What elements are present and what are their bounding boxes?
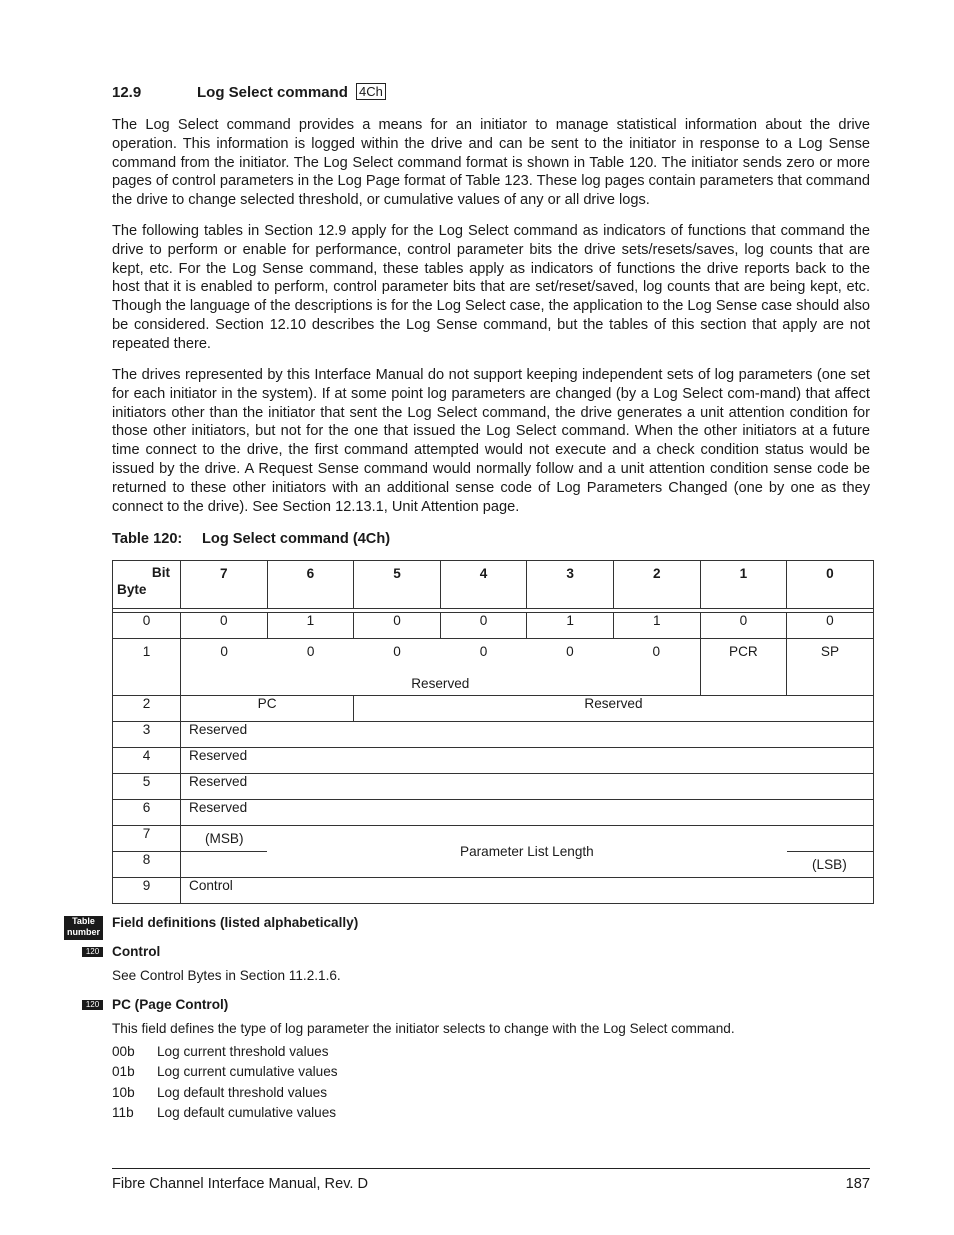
bit-value: 0 [181,613,268,639]
section-heading [112,84,386,101]
badge-line-1: Table [72,916,95,926]
list-item [112,1062,338,1082]
reserved-field: Reserved [181,722,874,748]
sp-field: SP [787,639,874,696]
paragraph-intro: The Log Select command provides a means for an initiator to manage statistical information about the drive operation. This information is logged within the drive and can be sent to the initiator in response to a Log Sense command from the initiator. The Log Select command format is shown in Table 120. The initiator sends zero or more pages of control parameters in the Log Page format of Table 123. These log pages contain parameters that command the drive to change selected threshold, or cumulative values of any or all drive logs. [112,117,870,209]
bit-value: 1 [527,613,614,639]
footer-manual-title: Fibre Channel Interface Manual, Rev. D [112,1176,369,1192]
table-row [113,748,874,774]
page-number: 187 [845,1176,870,1192]
list-item [112,1103,338,1123]
field-definitions-title: Field definitions (listed alphabetically) [112,915,359,930]
lsb-marker: (LSB) [812,857,847,872]
table-row [113,722,874,748]
section-number: 12.9 [112,84,142,101]
table-number: Table 120: [112,531,183,547]
bit-6-header: 6 [267,561,354,609]
reserved-field: Reserved [181,774,874,800]
bit-3-header: 3 [527,561,614,609]
command-format-table [112,560,874,904]
byte-number: 1 [113,639,181,696]
bit-2-header: 2 [613,561,700,609]
reserved-field: Reserved [181,800,874,826]
byte-label: Byte [117,582,147,597]
parameter-list-length-label: Parameter List Length [460,844,594,859]
reserved-bits-field [181,639,701,696]
paragraph-tables-scope: The following tables in Section 12.9 apply for the Log Select command as indicators of functions that command the drive to perform or enable for performance, control parameter bits the drive sets/resets/saves, log counts that are kept, etc. For the Log Sense command, these tables apply as indicators of functions the drive reports back to the host that it is enabled to perform, control parameter bits that are set/reset/saved, log counts that are being kept, etc. Though the language of the descriptions is for the Log Select case, the application to the Log Sense case should also be considered. Section 12.10 describes the Log Sense command, but the tables of this section that apply are not repeated there. [112,223,870,352]
byte-number: 5 [113,774,181,800]
bit-value: 0 [354,613,441,639]
pc-field-description: This field defines the type of log parameter the initiator selects to change with the Log Select command. [112,1021,735,1036]
pc-description: Log current cumulative values [157,1064,338,1080]
table-row [113,696,874,722]
bit-1-header: 1 [700,561,787,609]
bit-value: 1 [613,613,700,639]
table-row [113,774,874,800]
pc-description: Log default threshold values [157,1084,328,1100]
bit-7-header: 7 [181,561,268,609]
bit-value: 0 [220,644,228,659]
pc-code: 11b [112,1105,134,1121]
byte-number: 2 [113,696,181,722]
byte-number: 8 [113,852,181,878]
byte-number: 0 [113,613,181,639]
table-ref-badge: 120 [82,947,103,957]
control-field-description: See Control Bytes in Section 11.2.1.6. [112,968,341,983]
parameter-list-length-field [181,826,874,878]
bit-value: 0 [566,644,574,659]
list-item [112,1042,338,1062]
pc-field: PC [181,696,354,722]
bit-0-header: 0 [787,561,874,609]
bit-label: Bit [151,565,170,580]
footer-divider [112,1168,870,1169]
table-row [113,800,874,826]
list-item [112,1083,338,1103]
bit-value: 0 [393,644,401,659]
bit-5-header: 5 [354,561,441,609]
bit-value: 1 [267,613,354,639]
table-header-row [113,561,874,609]
pc-values-list [112,1042,338,1124]
byte-number: 6 [113,800,181,826]
bit-value: 0 [440,613,527,639]
bit-value: 0 [700,613,787,639]
msb-marker: (MSB) [205,831,244,846]
lsb-divider [787,851,873,852]
byte-number: 4 [113,748,181,774]
pc-code: 10b [112,1084,135,1100]
bit-value: 0 [306,644,315,659]
section-title: Log Select command [197,84,348,101]
table-title: Log Select command (4Ch) [202,531,391,547]
table-row [113,878,874,904]
bit-4-header: 4 [440,561,527,609]
table-row [113,826,874,852]
reserved-field: Reserved [181,748,874,774]
byte-number: 9 [113,878,181,904]
pc-description: Log default cumulative values [157,1105,337,1121]
opcode-box: 4Ch [356,83,386,100]
pc-code: 00b [112,1044,135,1059]
control-field: Control [181,878,874,904]
byte-number: 3 [113,722,181,748]
control-field-title: Control [112,944,161,959]
pcr-field: PCR [700,639,787,696]
bit-value: 0 [652,644,661,659]
pc-field-title: PC (Page Control) [112,997,229,1012]
badge-line-2: number [66,927,100,937]
table-caption [112,531,390,547]
table-row [113,639,874,696]
bit-byte-header [113,561,181,609]
reserved-field: Reserved [354,696,874,722]
reserved-label: Reserved [411,676,470,691]
table-number-badge [64,916,103,940]
bit-value: 0 [787,613,874,639]
paragraph-unit-attention: The drives represented by this Interface Manual do not support keeping independent sets of log parameters (one set for each initiator in the system). If at some point log parameters are changed (by a Log Select com-mand) that affect initiators other than the initiator that sent the Log Select command, the drive generates a unit attention condition for those other initiators, but not for the one that issued the Log Select command. When the other initiators at a future time connect to the drive, the first command attempted would not execute and a check condition status would be issued by the drive. A Request Sense command would normally follow and a unit attention condition sense code be returned to these other initiators with an additional sense code of Log Parameters Changed (one by one as they connect to the drive). See Section 12.13.1, Unit Attention page. [112,367,870,515]
bit-value: 0 [479,644,488,659]
pc-description: Log current threshold values [157,1044,329,1059]
byte-number: 7 [113,826,181,852]
pc-code: 01b [112,1064,135,1080]
table-row [113,613,874,639]
table-ref-badge: 120 [82,1000,103,1010]
